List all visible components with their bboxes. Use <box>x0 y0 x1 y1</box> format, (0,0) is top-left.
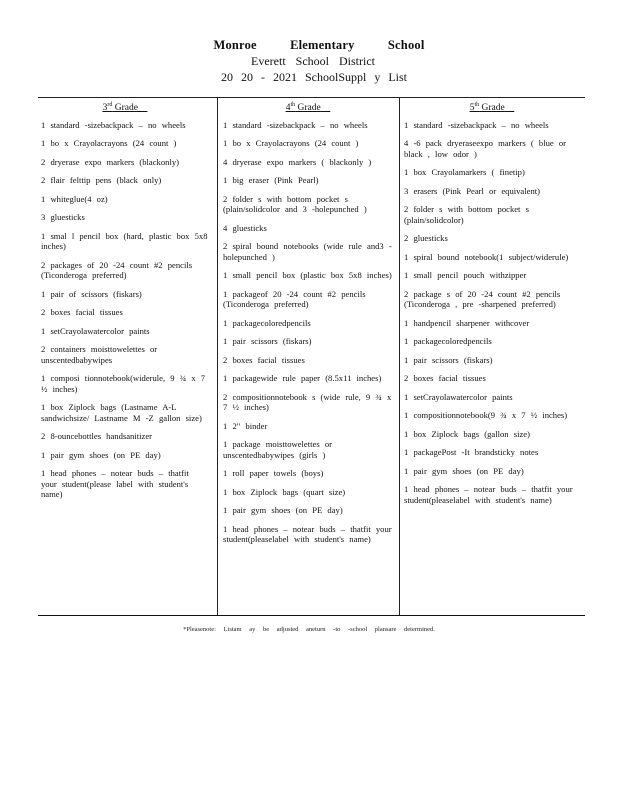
list-item: 1 handpencil sharpener withcover <box>404 317 530 328</box>
list-item: 1 bo x Crayolacrayons (24 count ) <box>223 138 359 149</box>
grade-3-column <box>41 97 209 508</box>
list-item: 2 folder s with bottom pocket s (plain/solidcolor) <box>404 204 529 225</box>
list-item: 2 spiral bound notebooks (wide rule and3 -holepunched ) <box>223 241 392 262</box>
list-item: 1 pair scissors (fiskars) <box>223 336 312 347</box>
list-item: 1 pair of scissors (fiskars) <box>41 288 142 299</box>
list-item: 3 erasers (Pink Pearl or equivalent) <box>404 185 540 196</box>
list-item: 2 gluesticks <box>404 233 448 244</box>
list-item: 1 pair scissors (fiskars) <box>404 354 493 365</box>
list-item: 2 boxes facial tissues <box>404 373 486 384</box>
list-item: 1 compositionnotebook(9 ¾ x 7 ½ inches) <box>404 410 568 421</box>
list-item: 1 setCrayolawatercolor paints <box>41 325 150 336</box>
grade-3-heading: 3rd Grade <box>102 102 138 114</box>
district-name: Everett School District <box>251 54 375 68</box>
list-item: 1 composi tionnotebook(widerule, 9 ¾ x 7 ½ inches) <box>41 373 206 394</box>
list-item: 1 whiteglue(4 oz) <box>41 193 108 204</box>
list-item: 1 packagecoloredpencils <box>404 336 492 347</box>
list-item: 1 standard -sizebackpack – no wheels <box>41 119 186 130</box>
list-item: 2 compositionnotebook s (wide rule, 9 ¾ x 7 ½ inches) <box>223 391 392 413</box>
footnote: *Pleasenote: Listam ay be adjusted aneturn -to -school plansare determined. <box>183 626 435 633</box>
list-title: 20 20 - 2021 SchoolSuppl y List <box>220 70 407 84</box>
list-item: 2 boxes facial tissues <box>223 354 305 365</box>
grade-5-heading: 5th Grade <box>469 102 505 114</box>
list-item: 1 smal l pencil box (hard, plastic box 5x8 inches) <box>41 230 208 252</box>
grade-3-items <box>41 120 209 500</box>
list-item: 1 bo x Crayolacrayons (24 count ) <box>41 138 177 149</box>
list-item: 3 gluesticks <box>41 212 85 223</box>
column-divider <box>217 97 218 616</box>
list-item: 1 box Ziplock bags (quart size) <box>223 486 346 497</box>
list-item: 1 packagecoloredpencils <box>223 317 311 328</box>
school-name: Monroe Elementary School <box>213 38 425 52</box>
grade-4-heading: 4th Grade <box>285 102 321 114</box>
list-item: 1 standard -sizebackpack – no wheels <box>223 119 368 130</box>
list-item: 2 containers moisttowelettes or unscentedbabywipes <box>41 344 158 365</box>
document-header <box>0 38 618 85</box>
list-item: 1 big eraser (Pink Pearl) <box>223 175 319 186</box>
grade-5-column <box>404 97 580 513</box>
list-item: 1 setCrayolawatercolor paints <box>404 391 513 402</box>
list-item: 2 dryerase expo markers (blackonly) <box>41 156 179 167</box>
list-item: 1 standard -sizebackpack – no wheels <box>404 119 549 130</box>
list-item: 1 packageof 20 -24 count #2 pencils (Ticonderoga preferred) <box>223 288 366 310</box>
column-divider <box>399 97 400 616</box>
list-item: 1 box Crayolamarkers ( finetip) <box>404 167 525 178</box>
list-item: 2 packages of 20 -24 count #2 pencils (Ticonderoga preferred) <box>41 259 193 281</box>
list-item: 1 head phones – notear buds – thatfit your student(pleaselabel with student's name) <box>223 523 392 545</box>
list-item: 1 pair gym shoes (on PE day) <box>41 449 161 460</box>
list-item: 4 dryerase expo markers ( blackonly ) <box>223 156 372 167</box>
list-item: 1 packagewide rule paper (8.5x11 inches) <box>223 373 382 384</box>
list-item: 2 boxes facial tissues <box>41 307 123 318</box>
list-item: 2 folder s with bottom pocket s (plain/solidcolor and 3 -holepunched ) <box>223 193 367 215</box>
list-item: 4 -6 pack dryeraseexpo markers ( blue or black , low odor ) <box>404 138 567 159</box>
list-item: 2 package s of 20 -24 count #2 pencils (Ticonderoga , pre -sharpened preferred) <box>404 288 561 310</box>
grade-5-items <box>404 120 580 506</box>
list-item: 1 head phones – notear buds – thatfit your student(pleaselabel with student's name) <box>404 484 573 505</box>
list-item: 1 spiral bound notebook(1 subject/widerule) <box>404 251 569 262</box>
grade-4-column <box>223 97 393 553</box>
list-item: 4 gluesticks <box>223 222 267 233</box>
grade-4-items <box>223 120 393 545</box>
list-item: 1 small pencil pouch withzipper <box>404 270 527 281</box>
list-item: 1 pair gym shoes (on PE day) <box>223 505 343 516</box>
list-item: 1 roll paper towels (boys) <box>223 468 324 479</box>
list-item: 2 flair felttip pens (black only) <box>41 175 162 186</box>
list-item: 1 package moisttowelettes or unscentedbabywipes (girls ) <box>223 439 332 460</box>
list-item: 2 8-ouncebottles handsanitizer <box>41 431 153 442</box>
list-item: 1 head phones – notear buds – thatfit your student(please label with student's name) <box>41 468 189 500</box>
list-item: 1 small pencil box (plastic box 5x8 inches) <box>223 270 392 281</box>
list-item: 1 2" binder <box>223 420 268 431</box>
list-item: 1 box Ziplock bags (Lastname A-L sandwichsize/ Lastname M -Z gallon size) <box>41 402 202 423</box>
table-bottom-border <box>38 615 585 616</box>
list-item: 1 pair gym shoes (on PE day) <box>404 465 524 476</box>
list-item: 1 box Ziplock bags (gallon size) <box>404 428 530 439</box>
list-item: 1 packagePost -It brandsticky notes <box>404 447 539 458</box>
supply-table <box>38 97 585 616</box>
